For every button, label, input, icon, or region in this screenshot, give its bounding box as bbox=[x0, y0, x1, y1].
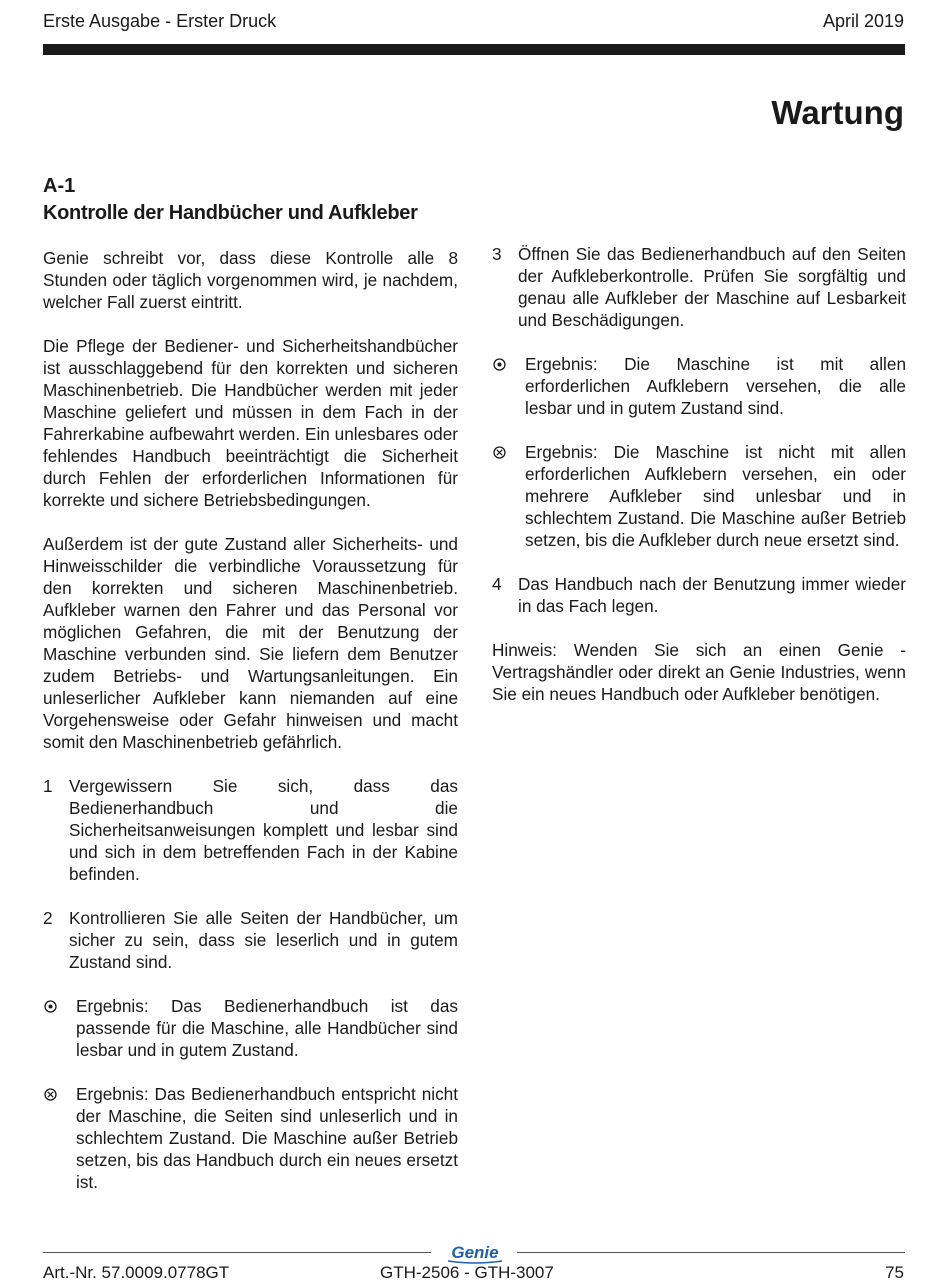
page-header-left: Erste Ausgabe - Erster Druck bbox=[43, 11, 277, 31]
result-fail-icon bbox=[43, 1083, 57, 1105]
result-fail-icon bbox=[492, 441, 506, 463]
section-title: Wartung bbox=[771, 94, 904, 131]
procedure-code: A-1 bbox=[43, 175, 76, 197]
genie-logo bbox=[440, 1241, 510, 1265]
model-range: GTH-2506 - GTH-3007 bbox=[380, 1263, 554, 1282]
intro-paragraph: Genie schreibt vor, dass diese Kontrolle alle 8 Stunden oder täglich vorgenommen wird, je nachdem, welcher Fall zuerst eintritt. bbox=[43, 248, 458, 312]
procedure-title: Kontrolle der Handbücher und Aufkleber bbox=[43, 202, 418, 224]
result-text: Ergebnis: Das Bedienerhandbuch entspricht nicht der Maschine, die Seiten sind unleserlich und in schlechtem Zustand. Die Maschine außer Betrieb setzen, bis das Handbuch durch ein neues ersetzt ist. bbox=[76, 1084, 458, 1192]
genie-logo-text: Genie bbox=[451, 1243, 499, 1262]
step-text: Öffnen Sie das Bedienerhandbuch auf den Seiten der Aufkleberkontrolle. Prüfen Sie sorgfältig und genau alle Aufkleber der Maschine auf Lesbarkeit und Beschädigungen. bbox=[518, 244, 906, 330]
result-pass-decals bbox=[492, 353, 906, 419]
result-pass-icon bbox=[492, 353, 506, 375]
manuals-paragraph: Die Pflege der Bediener- und Sicherheitshandbücher ist ausschlaggebend für den korrekten und sicheren Maschinenbetrieb. Die Handbücher werden mit jeder Maschine geliefert und müssen in dem Fach in der Fahrerkabine aufbewahrt werden. Ein unlesbares oder fehlendes Handbuch beeinträchtigt die Sicherheit durch Fehlen der erforderlichen Informationen für korrekte und sichere Betriebsbedingungen. bbox=[43, 336, 458, 510]
step-text: Kontrollieren Sie alle Seiten der Handbücher, um sicher zu sein, dass sie leserlich und in gutem Zustand sind. bbox=[69, 908, 458, 972]
result-fail-manuals bbox=[43, 1083, 458, 1193]
step-number: 1 bbox=[43, 776, 53, 796]
footer-rule-right bbox=[517, 1252, 905, 1253]
step-number: 2 bbox=[43, 908, 53, 928]
footer-rule-left bbox=[43, 1252, 431, 1253]
step-1 bbox=[43, 775, 458, 885]
result-pass-manuals bbox=[43, 995, 458, 1061]
result-text: Ergebnis: Die Maschine ist mit allen erforderlichen Aufklebern versehen, die alle lesbar und in gutem Zustand sind. bbox=[525, 354, 906, 418]
note-paragraph: Hinweis: Wenden Sie sich an einen Genie - Vertragshändler oder direkt an Genie Industries, wenn Sie ein neues Handbuch oder Aufkleber benötigen. bbox=[492, 640, 906, 704]
part-number: Art.-Nr. 57.0009.0778GT bbox=[43, 1263, 230, 1282]
page-header-date: April 2019 bbox=[822, 11, 904, 31]
result-fail-decals bbox=[492, 441, 906, 551]
result-pass-icon bbox=[43, 995, 57, 1017]
result-text: Ergebnis: Die Maschine ist nicht mit allen erforderlichen Aufklebern versehen, ein oder mehrere Aufkleber sind unlesbar und in schlechtem Zustand. Die Maschine außer Betrieb setzen, bis die Aufkleber durch neue ersetzt sind. bbox=[525, 442, 906, 550]
right-column bbox=[492, 243, 906, 727]
step-3 bbox=[492, 243, 906, 331]
left-column bbox=[43, 173, 458, 1215]
step-4 bbox=[492, 573, 906, 617]
header-rule bbox=[43, 44, 905, 55]
step-text: Das Handbuch nach der Benutzung immer wieder in das Fach legen. bbox=[518, 574, 906, 616]
step-2 bbox=[43, 907, 458, 973]
page-number: 75 bbox=[885, 1263, 904, 1282]
decals-paragraph: Außerdem ist der gute Zustand aller Sicherheits- und Hinweisschilder die verbindliche Voraussetzung für den korrekten und sicheren Maschinenbetrieb. Aufkleber warnen den Fahrer und das Personal vor möglichen Gefahren, die mit der Benutzung der Maschine verbunden sind. Sie liefern dem Benutzer zudem Betriebs- und Wartungsanleitungen. Ein unleserlicher Aufkleber kann niemanden auf eine Vorgehensweise oder Gefahr hinweisen und macht somit den Maschinenbetrieb gefährlich. bbox=[43, 534, 458, 752]
step-number: 3 bbox=[492, 244, 502, 264]
step-number: 4 bbox=[492, 574, 502, 594]
step-text: Vergewissern Sie sich, dass das Bedienerhandbuch und die Sicherheitsanweisungen komplett und lesbar sind und sich in dem betreffenden Fach in der Kabine befinden. bbox=[69, 776, 458, 884]
result-text: Ergebnis: Das Bedienerhandbuch ist das passende für die Maschine, alle Handbücher sind lesbar und in gutem Zustand. bbox=[76, 996, 458, 1060]
